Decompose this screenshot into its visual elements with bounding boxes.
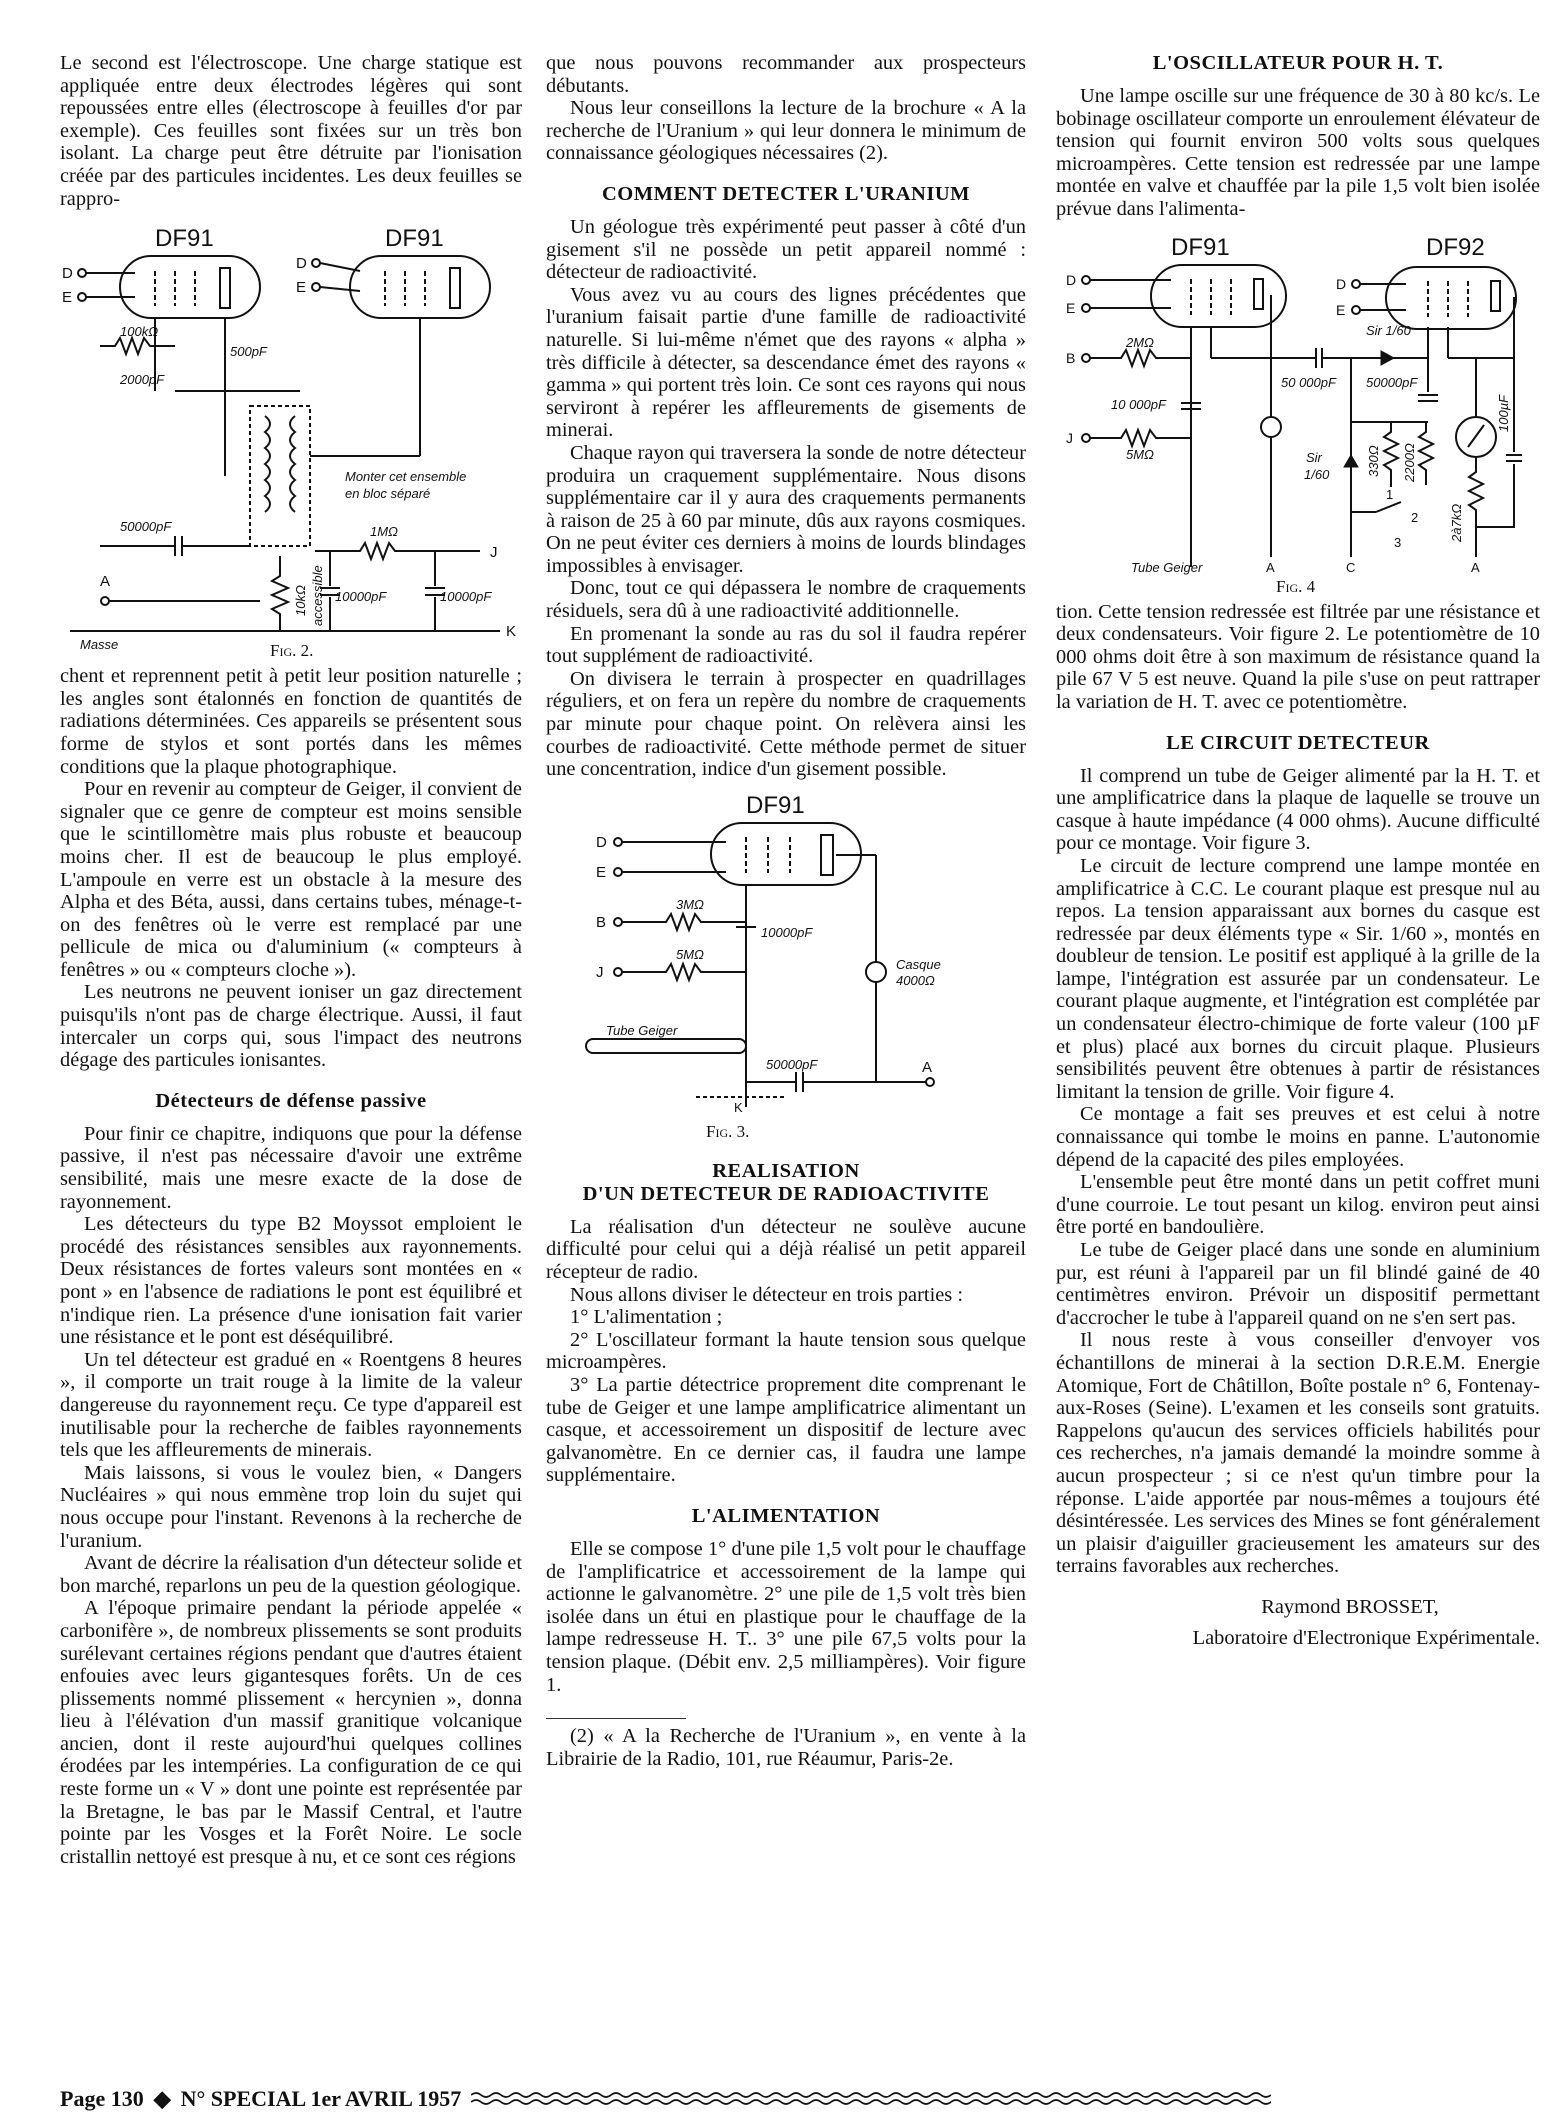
figure-caption: Fig. 3. — [706, 1121, 750, 1141]
column-1-body — [60, 665, 522, 1868]
paragraph: tion. Cette tension redressée est filtrée par une résistance et deux condensateurs. Voir figure 2. Le potentiomètre de 10 000 ohms doit être à son maximum de résistance quand la pile 67 V 5 est neuve. Quand la pile s'use on peut rattraper la variation de H. T. avec ce potentiomètre. — [1056, 600, 1540, 713]
affiliation: Laboratoire d'Electronique Expérimentale. — [1192, 1626, 1540, 1649]
section-heading: D'UN DETECTEUR DE RADIOACTIVITE — [582, 1182, 990, 1205]
tube-label: DF92 — [1426, 233, 1485, 261]
terminal-label: A — [1266, 559, 1275, 575]
paragraph: Il comprend un tube de Geiger alimenté par la H. T. et une amplificatrice dans la plaque de laquelle se trouve un casque à haute impédance (4 000 ohms). Aucune difficulté pour ce montage. Voir figure 3. — [1056, 764, 1540, 855]
tube-label: DF91 — [385, 225, 444, 253]
column-3-body — [1056, 601, 1540, 1578]
terminal-label: K — [734, 1099, 743, 1115]
tube-label: DF91 — [155, 225, 214, 253]
paragraph: Le tube de Geiger placé dans une sonde en aluminium pur, est réuni à l'appareil par un fil blindé gainé de 40 centimètres environ. Prévoir un dispositif permettant d'accrocher le tube à l'appareil quand on ne s'en sert pas. — [1056, 1239, 1540, 1329]
component-label: 3MΩ — [676, 896, 704, 912]
footnote-divider — [546, 1718, 686, 1719]
component-label: 10 000pF — [1111, 396, 1166, 412]
component-label: 2000pF — [120, 372, 165, 388]
component-label: 50000pF — [120, 519, 172, 535]
paragraph: Les détecteurs du type B2 Moyssot emploient le procédé des résistances sensibles aux rayonnements. Deux résistances de fortes valeurs sont montées en « pont » en l'absence de radiations le pont est équilibré et n'indique rien. La présence d'une ionisation fait varier une résistance et le pont est déséquilibré. — [60, 1213, 522, 1349]
component-label: Sir 1/60 — [1366, 322, 1411, 338]
paragraph: Donc, tout ce qui dépassera le nombre de craquements résiduels, sera dû à une radioactivité additionnelle. — [546, 577, 1026, 623]
paragraph: En promenant la sonde au ras du sol il faudra repérer tout supplément de radioactivité. — [546, 622, 1026, 668]
component-label: 10000pF — [761, 924, 813, 940]
paragraph: Vous avez vu au cours des lignes précédentes que l'uranium faisait partie d'une famille de radioactivité naturelle. Si lui-même n'émet que des rayons « alpha » très difficile à détecter, sa descendance émet des rayons « gamma » qui portent très loin. Ce sont ces rayons qui nous serviront à repérer les affleurements de gisements de minerai. — [546, 283, 1026, 442]
terminal-label: B — [1066, 349, 1076, 366]
paragraph: Mais laissons, si vous le voulez bien, « Dangers Nucléaires » qui nous emmène trop loin du sujet qui nous occupe pour l'instant. Revenons à la recherche de l'uranium. — [60, 1461, 522, 1552]
paragraph: Il nous reste à vous conseiller d'envoyer vos échantillons de minerai à la section D.R.E.M. Energie Atomique, Fort de Châtillon, Boîte postale n° 6, Fontenay-aux-Roses (Seine). L'examen et les conseils sont gratuits. Rappelons qu'aucun des services officiels habilités pour ces recherches, n'a jamais demandé la moindre somme à aucun prospecteur ; si ce n'est qu'un timbre pour la réponse. L'aide apportée par nous-mêmes a toujours été désintéressée. Les services des Mines se font généralement un plaisir d'aiguiller gracieusement les amateurs sur des terrains favorables aux recherches. — [1056, 1329, 1540, 1578]
paragraph: Nous leur conseillons la lecture de la brochure « A la recherche de l'Uranium » qui leur donnera le minimum de connaissance géologiques nécessaires (2). — [546, 97, 1026, 165]
component-label: 50 000pF — [1281, 374, 1336, 390]
component-label: Tube Geiger — [1131, 559, 1203, 575]
terminal-label: E — [62, 289, 73, 307]
terminal-label: A — [1471, 559, 1480, 575]
figure-note: Monter cet ensemble — [345, 469, 467, 485]
figure-note: en bloc séparé — [345, 486, 431, 502]
terminal-label: E — [1066, 299, 1076, 316]
section-heading: LE CIRCUIT DETECTEUR — [1166, 731, 1430, 754]
column-2-top — [546, 52, 1026, 781]
paragraph: Un tel détecteur est gradué en « Roentgens 8 heures », il comporte un trait rouge à la limite de la valeur dangereuse du rayonnement reçu. Ce type d'appareil est inutilisable pour la recherche de faibles rayonnements tels que les affleurements de minerais. — [60, 1348, 522, 1462]
switch-position-label: 1 — [1386, 486, 1394, 502]
paragraph: chent et reprennent petit à petit leur position naturelle ; les angles sont étalonnés en fonction de quantités de radiations déterminées. Ces appareils se présentent sous forme de stylos et sont portés dans les mêmes conditions que la plaque photographique. — [60, 665, 522, 778]
component-label: 10000pF — [335, 589, 387, 605]
paragraph: 3° La partie détectrice proprement dite comprenant le tube de Geiger et une lampe amplificatrice alimentant un casque, et accessoirement un dispositif de lecture avec galvanomètre. En ce dernier cas, il faudra une lampe supplémentaire. — [546, 1373, 1026, 1487]
terminal-label: J — [490, 544, 498, 562]
paragraph: On divisera le terrain à prospecter en quadrillages réguliers, et on fera un repère du nombre de craquements par minute pour chaque point. On relèvera ainsi les courbes de radioactivité. Cette méthode permet de situer une concentration, indice d'un gisement possible. — [546, 667, 1026, 781]
component-label: 50000pF — [766, 1056, 818, 1072]
paragraph: Un géologue très expérimenté peut passer à côté d'un gisement s'il ne possède un petit appareil nommé : détecteur de radioactivité. — [546, 215, 1026, 284]
figure-2-schematic — [60, 216, 522, 661]
diamond-icon: ◆ — [153, 2086, 171, 2111]
figure-caption: Fig. 2. — [270, 641, 314, 661]
component-label: accessible — [310, 565, 325, 627]
author: Raymond BROSSET, — [1261, 1595, 1439, 1618]
section-heading: COMMENT DETECTER L'URANIUM — [602, 182, 970, 205]
paragraph: Elle se compose 1° d'une pile 1,5 volt pour le chauffage de l'amplificatrice et accessoirement de la lampe qui actionne le galvanomètre. 2° une pile de 1,5 volt très bien isolée dans un étui en plastique pour le chauffage de la lampe redresseuse H. T.. 3° une pile 67,5 volts pour la tension plaque. (Débit env. 2,5 milliampères). Voir figure 1. — [546, 1537, 1026, 1696]
section-heading: Détecteurs de défense passive — [155, 1089, 427, 1112]
tube-label: DF91 — [746, 791, 805, 819]
component-label: 330Ω — [1366, 444, 1381, 477]
paragraph: Une lampe oscille sur une fréquence de 30 à 80 kc/s. Le bobinage oscillateur comporte un enroulement élévateur de tension qui fournit environ 500 volts sous quelques microampères. Cette tension est redressée par une lampe montée en valve et chauffée par la pile 1,5 volt bien isolée prévue dans l'alimenta- — [1056, 85, 1540, 220]
component-label: Sir — [1306, 449, 1322, 465]
figure-caption: Fig. 4 — [1276, 576, 1316, 596]
issue-label: N° SPECIAL 1er AVRIL 1957 — [180, 2086, 462, 2111]
terminal-label: A — [100, 573, 111, 591]
component-label: 100µF — [1496, 394, 1511, 432]
paragraph: 2° L'oscillateur formant la haute tension sous quelque microampères. — [546, 1328, 1026, 1374]
terminal-label: K — [506, 623, 517, 641]
component-label: 1/60 — [1304, 466, 1330, 482]
terminal-label: D — [62, 265, 73, 283]
ground-label: Masse — [80, 637, 119, 653]
terminal-label: J — [596, 963, 604, 981]
terminal-label: A — [922, 1058, 933, 1076]
section-heading: REALISATION — [712, 1159, 860, 1182]
terminal-label: E — [296, 279, 307, 297]
paragraph: Pour finir ce chapitre, indiquons que pour la défense passive, il n'est pas nécessaire d'avoir une extrême sensibilité, mais une mesre exacte de la dose de rayonnement. — [60, 1122, 522, 1213]
component-label: 4000Ω — [896, 972, 935, 988]
switch-position-label: 2 — [1411, 509, 1419, 525]
paragraph: Chaque rayon qui traversera la sonde de notre détecteur produira un craquement supplémentaire. Nous disons supplémentaire car il y aura des craquements permanents à raison de 25 à 60 par minute, dûs aux rayons cosmiques. On ne peut éviter ces derniers à moins de lourds blindages impossibles à envisager. — [546, 441, 1026, 577]
terminal-label: J — [1066, 429, 1073, 446]
component-label: 100kΩ — [120, 324, 159, 340]
terminal-label: E — [1336, 301, 1346, 318]
paragraph: Ce montage a fait ses preuves et est celui à notre connaissance qui tombe le moins en panne. L'autonomie dépend de la capacité des piles employées. — [1056, 1103, 1540, 1171]
component-label: 500pF — [230, 344, 267, 360]
column-3 — [1056, 52, 1540, 1649]
component-label: 2à7kΩ — [1449, 503, 1464, 542]
page-footer — [60, 2086, 1271, 2112]
component-label: 2MΩ — [1126, 334, 1154, 350]
paragraph: Avant de décrire la réalisation d'un détecteur solide et bon marché, reparlons un peu de la question géologique. — [60, 1552, 522, 1597]
paragraph: Le second est l'électroscope. Une charge statique est appliquée entre deux électrodes légères qui sont repoussées entre elles (électroscope à feuilles d'or par exemple). Ces feuilles sont fixées sur un très bon isolant. La charge peut être détruite par l'ionisation créée par des particules incidentes. Les deux feuilles se rappro- — [60, 52, 522, 210]
switch-position-label: 3 — [1394, 534, 1402, 550]
paragraph: A l'époque primaire pendant la période appelée « carbonifère », de nombreux plissements se sont produits surélevant certaines régions pendant que d'autres étaient enfouies avec leurs gigantesques forêts. Un de ces plissements nommé plissement « hercynien », donna lieu à l'élévation d'un massif granitique volcanique ancien, dont il reste aujourd'hui quelques collines érodées par les intempéries. La configuration de ce qui reste forme un « V » dont une pointe est représentée par la Bretagne, le bas par le Massif Central, et l'autre pointe par les Vosges et la Forêt Noire. Le socle cristallin nettoyé est presque à nu, et ce sont ces régions — [60, 1597, 522, 1868]
paragraph: Le circuit de lecture comprend une lampe montée en amplificatrice à C.C. Le courant plaque est presque nul au repos. La tension apparaissant aux bornes du casque est redressée par deux éléments type « Sir. 1/60 », montés en doubleur de tension. Le positif est appliqué à la grille de la lampe, l'intégration est assurée par un condensateur. Le courant plaque augmente, et l'intégration est complétée par un condensateur électro-chimique de forte valeur (100 µF et plus) placé aux bornes du circuit plaque. Plusieurs sensibilités peuvent être obtenues à partir de résistances limitant la tension de grille. Voir figure 4. — [1056, 854, 1540, 1103]
column-2-bottom — [546, 1160, 1026, 1696]
paragraph: La réalisation d'un détecteur ne soulève aucune difficulté pour celui qui a déjà réalisé un petit appareil récepteur de radio. — [546, 1215, 1026, 1283]
footnote: (2) « A la Recherche de l'Uranium », en vente à la Librairie de la Radio, 101, rue Réaumur, Paris-2e. — [546, 1725, 1026, 1770]
component-label: 5MΩ — [676, 946, 704, 962]
tube-label: DF91 — [1171, 233, 1230, 261]
terminal-label: D — [1336, 275, 1347, 292]
terminal-label: E — [596, 863, 607, 881]
paragraph: que nous pouvons recommander aux prospecteurs débutants. — [546, 52, 1026, 97]
column-2 — [546, 52, 1026, 1770]
component-label: Tube Geiger — [606, 1022, 678, 1038]
wavy-rule — [471, 2091, 1271, 2107]
component-label: 1MΩ — [370, 524, 398, 540]
paragraph: Nous allons diviser le détecteur en trois parties : — [570, 1283, 963, 1306]
terminal-label: D — [596, 833, 607, 851]
terminal-label: C — [1346, 559, 1356, 575]
paragraph: L'ensemble peut être monté dans un petit coffret muni d'une courroie. Le tout pesant un kilog. environ peut ainsi être porté en bandoulière. — [1056, 1171, 1540, 1239]
component-label: 2200Ω — [1402, 442, 1417, 482]
paragraph: Pour en revenir au compteur de Geiger, il convient de signaler que ce genre de compteur est moins sensible que le scintillomètre mais plus robuste et beaucoup moins cher. Il est de beaucoup le plus employé. L'ampoule en verre est un obstacle à la mesure des Alpha et des Béta, aussi, dans certains tubes, ménage-t-on des fenêtres où le verre est remplacé par une pellicule de mica ou d'aluminium (« compteurs à fenêtres » ou « compteurs cloche »). — [60, 778, 522, 981]
terminal-label: D — [1066, 271, 1077, 288]
section-heading: L'OSCILLATEUR POUR H. T. — [1152, 52, 1444, 74]
paragraph: Les neutrons ne peuvent ioniser un gaz directement puisqu'ils n'ont pas de charge électrique. Aussi, il faut intercaler un corps qui, sous l'impact des neutrons dégage des particules ionisantes. — [60, 981, 522, 1072]
terminal-label: B — [596, 913, 607, 931]
component-label: 10000pF — [440, 589, 492, 605]
component-label: 50000pF — [1366, 374, 1418, 390]
terminal-label: D — [296, 255, 307, 273]
section-heading: L'ALIMENTATION — [691, 1504, 881, 1527]
component-label: 10kΩ — [293, 585, 308, 617]
page-number: Page 130 — [60, 2086, 144, 2111]
component-label: Casque — [896, 956, 941, 972]
figure-4-schematic — [1056, 227, 1540, 597]
figure-3-schematic — [546, 787, 1026, 1142]
column-1 — [60, 52, 522, 1868]
paragraph: 1° L'alimentation ; — [570, 1306, 723, 1329]
component-label: 5MΩ — [1126, 446, 1154, 462]
